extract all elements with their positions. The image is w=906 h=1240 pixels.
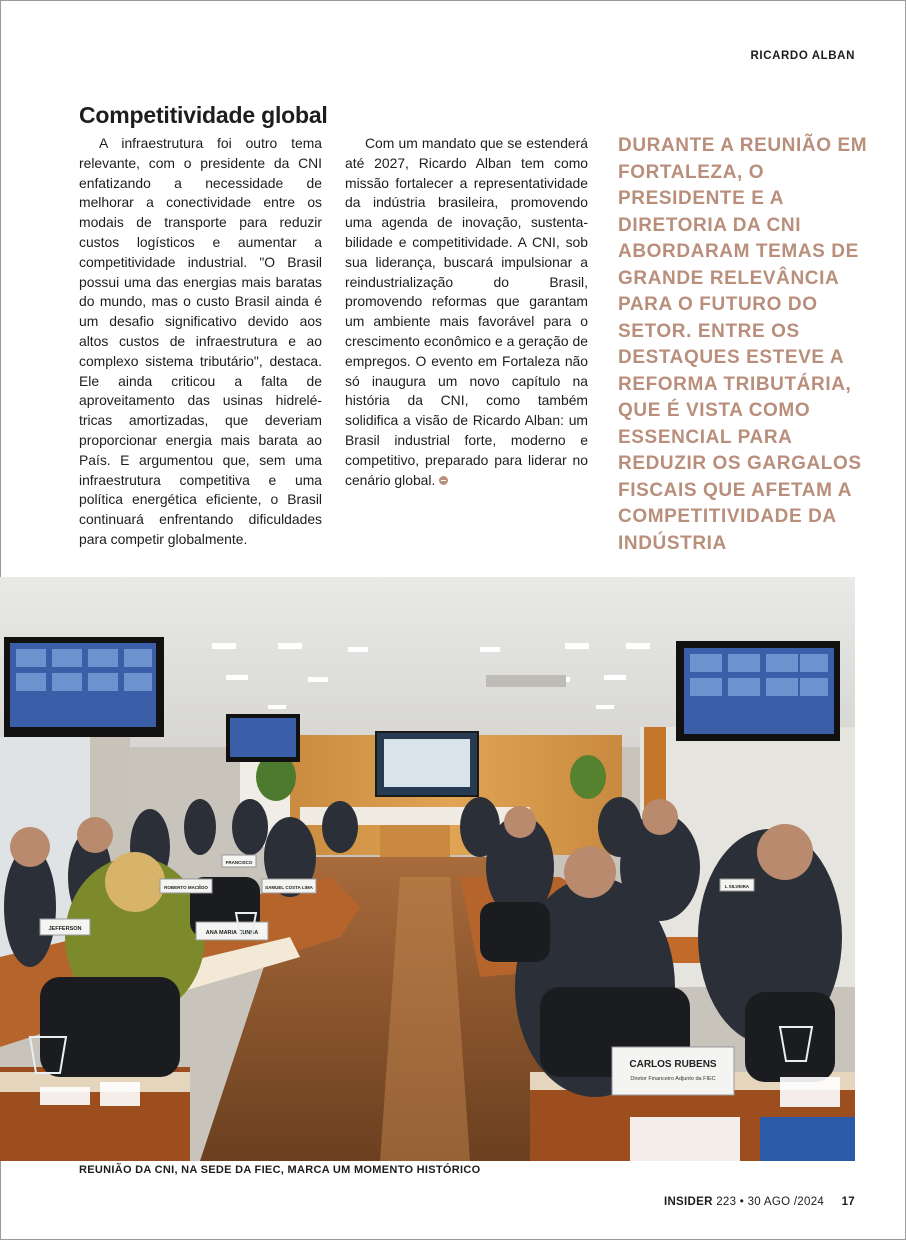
placard-name: JEFFERSON bbox=[48, 926, 82, 932]
issue-date: 223 • 30 AGO /2024 bbox=[716, 1196, 825, 1208]
magazine-name: INSIDER bbox=[663, 1196, 713, 1208]
page-footer bbox=[664, 1196, 855, 1208]
placard-name: SAMUEL COSTA LIMA bbox=[265, 885, 313, 890]
meeting-photo bbox=[0, 577, 855, 1161]
column-2-text bbox=[345, 134, 588, 490]
pull-quote: DURANTE A REUNIÃO EM FORTALEZA, O PRESIDENTE E A DIRETORIA DA CNI ABORDARAM TEMAS DE GRANDE RELEVÂNCIA PARA O FUTURO DO SETOR. ENTRE OS DESTAQUES ESTEVE A REFORMA TRIBUTÁRIA, QUE É VISTA COMO ESSENCIAL PARA REDUZIR OS GARGALOS FISCAIS QUE AFETAM A COMPETITIVIDADE DA INDÚSTRIA bbox=[618, 135, 868, 554]
placard-name: L SILVEIRA bbox=[724, 884, 750, 889]
article-column-2 bbox=[345, 134, 588, 490]
placard-name: FRANCISCO bbox=[225, 860, 253, 865]
section-title: Competitividade global bbox=[79, 102, 328, 128]
column-1-text: A infraestrutura foi outro tema relevante, com o presidente da CNI enfatizando a necessidade de melhorar a conectividade entre os modais de transporte para reduzir custos logísticos e aumentar a competitividade industrial. "O Brasil possui uma das energias mais baratas do mundo, mas o custo Brasil ainda é um desafio significativo devido aos altos custos de infraestrutura e ao complexo sistema tributário", destaca. Ele ainda criticou a falta de aproveitamento das usinas hidrelétricas amortizadas, que deveriam proporcionar energia mais barata ao País. E argumentou que, sem uma infraestrutura competitiva e uma política energética eficiente, o Brasil continuará enfrentando dificuldades para competir globalmente. bbox=[79, 135, 322, 547]
placard-name: ROBERTO MACÊDO bbox=[164, 885, 208, 890]
column-2-body: Com um mandato que se estenderá até 2027, Ricardo Alban tem como missão fortalecer a representatividade da indústria brasileira, promovendo uma agenda de inovação, sustentabilidade e competitividade. A CNI, sob sua liderança, buscará impulsionar a reindustrialização do Brasil, promovendo reformas que garantam um ambiente mais favorável para o crescimento econômico e a geração de empregos. O evento em Fortaleza não só inaugura um novo capítulo na história da CNI, como também solidifica a visão de Ricardo Alban: um Brasil industrial forte, moderno e competitivo, preparado para liderar no cenário global. bbox=[345, 135, 588, 488]
end-of-article-icon bbox=[439, 476, 448, 485]
article-column-1 bbox=[79, 134, 322, 550]
placard-carlos-rubens bbox=[612, 1047, 734, 1095]
placard-name: CARLOS RUBENS bbox=[629, 1059, 717, 1070]
placard-role: Diretor Financeiro Adjunto da FIEC bbox=[630, 1076, 716, 1082]
page-number: 17 bbox=[841, 1196, 855, 1208]
placard-name: ANA MARIA CUNHA bbox=[205, 930, 259, 936]
photo-caption: REUNIÃO DA CNI, NA SEDE DA FIEC, MARCA UM MOMENTO HISTÓRICO bbox=[79, 1164, 481, 1176]
running-head: RICARDO ALBAN bbox=[750, 50, 855, 62]
